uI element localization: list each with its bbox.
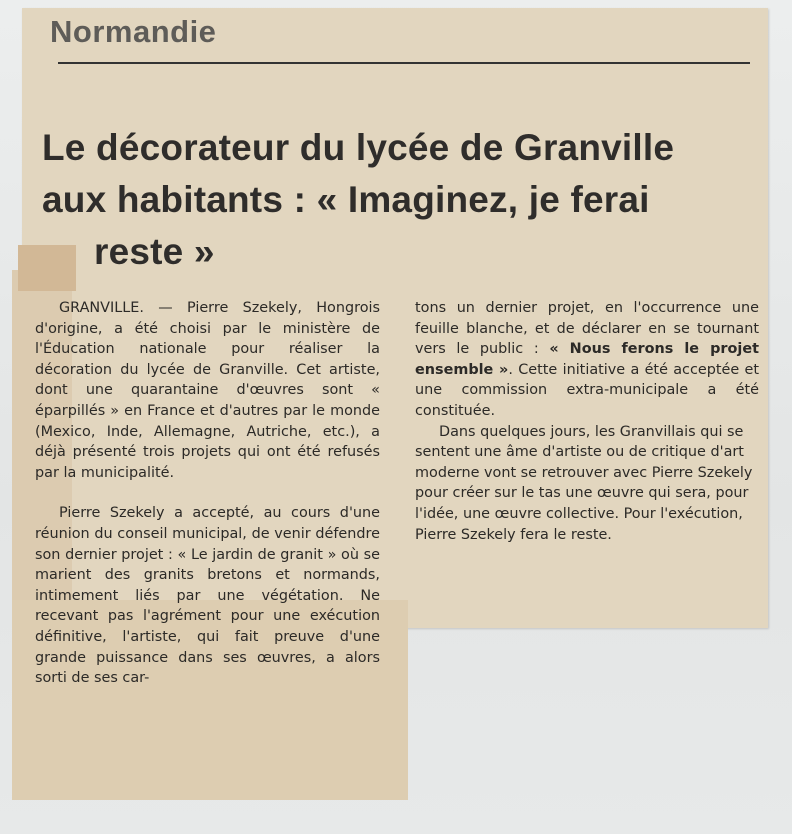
paragraph — [415, 298, 759, 422]
paragraph: Dans quelques jours, les Granvillais qui se sentent une âme d'artiste ou de critique d'art moderne vont se retrouver avec Pierre Szekely pour créer sur le tas une œuvre qui sera, pour l'idée, une œuvre collective. Pour l'exécution, Pierre Szekely fera le reste. — [415, 423, 753, 543]
section-rule — [58, 62, 750, 64]
paragraph: GRANVILLE. — Pierre Szekely, Hongrois d'origine, a été choisi par le ministère de l'Éducation nationale pour réaliser la décoration du lycée de Granville. Cet artiste, dont une quarantaine d'œuvres sont « éparpillés » en France et d'autres par le monde (Mexico, Inde, Allemagne, Autriche, etc.), a déjà présenté trois projets qui ont été refusés par la municipalité. — [35, 300, 380, 481]
quote-bold: « Nous ferons le projet ensemble » — [415, 341, 759, 378]
paragraph-text: tons un dernier projet, en l'occurrence une feuille blanche, et de déclarer en se tournant vers le public : — [415, 300, 759, 358]
headline-line-3: reste » — [94, 231, 215, 272]
headline — [42, 122, 762, 278]
section-kicker: Normandie — [50, 14, 217, 49]
article-column-2 — [415, 298, 759, 545]
paragraph-text: . Cette initiative a été acceptée et une commission extra-municipale a été constituée. — [415, 361, 759, 419]
paragraph: Pierre Szekely a accepté, au cours d'une réunion du conseil municipal, de venir défendre son dernier projet : « Le jardin de granit » où se marient des granits bretons et normands, intimement liés par une végétation. Ne recevant pas l'agrément pour une exécution définitive, l'artiste, qui fait preuve d'une grande puissance dans ses œuvres, a alors sorti de ses car- — [35, 505, 380, 687]
headline-line-2: aux habitants : « Imaginez, je ferai — [42, 179, 650, 220]
article-column-1 — [35, 298, 380, 689]
headline-line-1: Le décorateur du lycée de Granville — [42, 127, 675, 168]
